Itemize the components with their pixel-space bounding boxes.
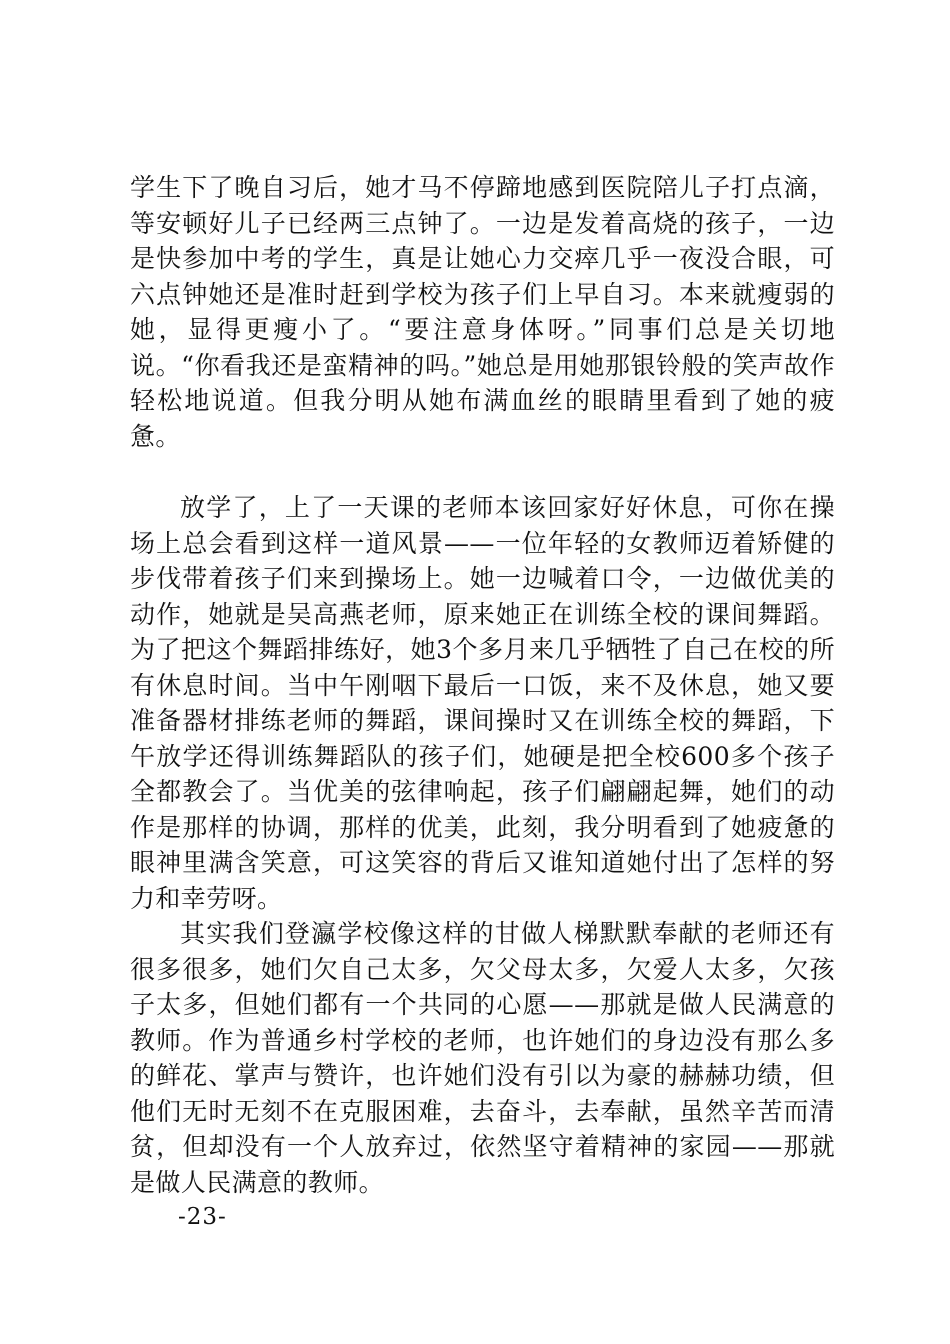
document-page: [130, 170, 835, 1234]
page-number: -23-: [178, 1204, 227, 1230]
paragraph-3: 其实我们登瀛学校像这样的甘做人梯默默奉献的老师还有很多很多，她们欠自己太多，欠父母太多，欠爱人太多，欠孩子太多，但她们都有一个共同的心愿——那就是做人民满意的教师。作为普通乡村学校的老师，也许她们的身边没有那么多的鲜花、掌声与赞许，也许她们没有引以为豪的赫赫功绩，但他们无时无刻不在克服困难，去奋斗，去奉献，虽然辛苦而清贫，但却没有一个人放弃过，依然坚守着精神的家园——那就是做人民满意的教师。: [130, 919, 835, 1197]
paragraph-1: 学生下了晚自习后，她才马不停蹄地感到医院陪儿子打点滴，等安顿好儿子已经两三点钟了。一边是发着高烧的孩子，一边是快参加中考的学生，真是让她心力交瘁几乎一夜没合眼，可六点钟她还是准时赶到学校为孩子们上早自习。本来就瘦弱的她，显得更瘦小了。“要注意身体呀。”同事们总是关切地说。“你看我还是蛮精神的吗。”她总是用她那银铃般的笑声故作轻松地说道。但我分明从她布满血丝的眼睛里看到了她的疲惫。: [130, 173, 835, 451]
paragraph-2: 放学了，上了一天课的老师本该回家好好休息，可你在操场上总会看到这样一道风景——一位年轻的女教师迈着矫健的步伐带着孩子们来到操场上。她一边喊着口令，一边做优美的动作，她就是吴高燕老师，原来她正在训练全校的课间舞蹈。为了把这个舞蹈排练好，她3个多月来几乎牺牲了自己在校的所有休息时间。当中午刚咽下最后一口饭，来不及休息，她又要准备器材排练老师的舞蹈，课间操时又在训练全校的舞蹈，下午放学还得训练舞蹈队的孩子们，她硬是把全校600多个孩子全都教会了。当优美的弦律响起，孩子们翩翩起舞，她们的动作是那样的协调，那样的优美，此刻，我分明看到了她疲惫的眼神里满含笑意，可这笑容的背后又谁知道她付出了怎样的努力和幸劳呀。: [130, 493, 835, 913]
